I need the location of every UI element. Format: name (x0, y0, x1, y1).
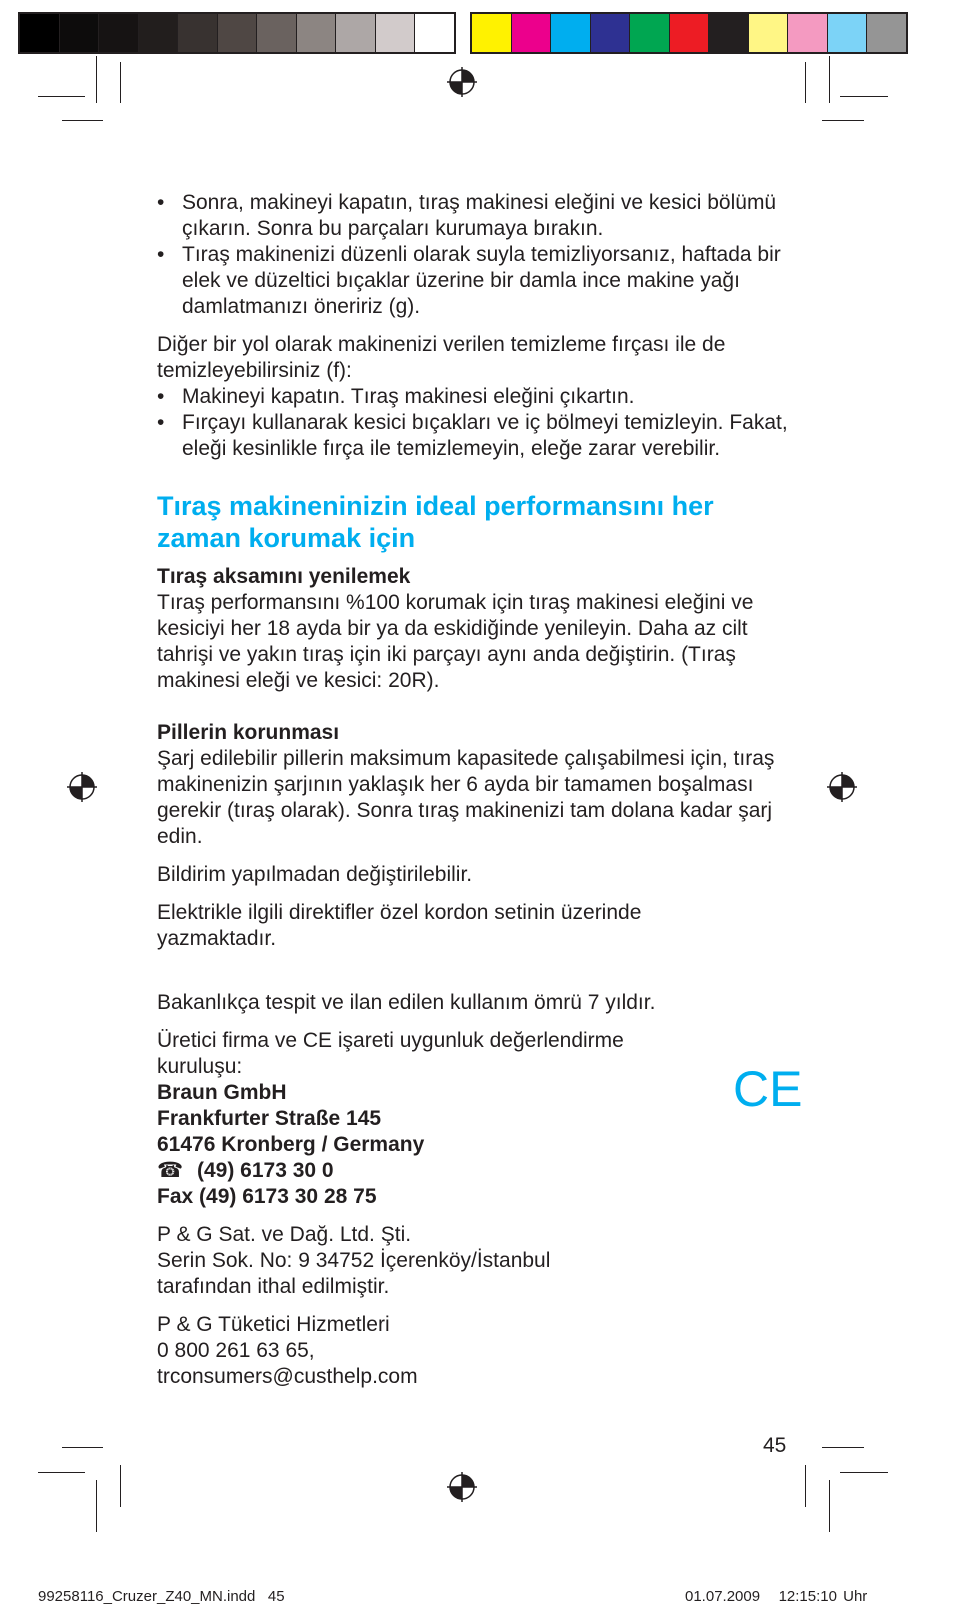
list-item: • Makineyi kapatın. Tıraş makinesi eleğini çıkartın. (157, 384, 797, 410)
consumer-line: P & G Tüketici Hizmetleri (157, 1313, 390, 1336)
color-swatch (297, 14, 337, 52)
color-swatch (336, 14, 376, 52)
color-swatch (551, 14, 591, 52)
list-item: • Sonra, makineyi kapatın, tıraş makinesi eleğini ve kesici bölümü çıkarın. Sonra bu parçaları kurumaya bırakın. (157, 190, 797, 242)
company-phone (157, 1158, 797, 1184)
color-swatch (99, 14, 139, 52)
paragraph: Elektrikle ilgili direktifler özel kordon setinin üzerinde yazmaktadır. (157, 901, 642, 950)
crop-mark (822, 120, 864, 121)
section-heading: Tıraş makineninizin ideal performansını her zaman korumak için (157, 491, 714, 553)
registration-mark-icon (447, 67, 477, 97)
bullet-list (157, 384, 797, 462)
color-swatch (630, 14, 670, 52)
color-swatch (60, 14, 100, 52)
paragraph: Üretici firma ve CE işareti uygunluk değerlendirme kuruluşu: (157, 1029, 624, 1078)
bullet-list (157, 190, 797, 320)
color-swatch (218, 14, 258, 52)
crop-mark (822, 1447, 864, 1448)
crop-mark (96, 1480, 97, 1532)
color-swatch (670, 14, 710, 52)
registration-mark-icon (447, 1472, 477, 1502)
color-swatch (749, 14, 789, 52)
crop-mark (805, 62, 806, 103)
paragraph: Bakanlıkça tespit ve ilan edilen kullanım ömrü 7 yıldır. (157, 991, 656, 1014)
phone-number: (49) 6173 30 0 (197, 1159, 334, 1182)
crop-mark (829, 1480, 830, 1532)
color-swatch (828, 14, 868, 52)
paragraph: Bildirim yapılmadan değiştirilebilir. (157, 863, 473, 886)
crop-mark (96, 56, 97, 103)
crop-mark (62, 1447, 103, 1448)
importer-line: Serin Sok. No: 9 34752 İçerenköy/İstanbul (157, 1249, 551, 1272)
color-swatch (591, 14, 631, 52)
consumer-line: 0 800 261 63 65, (157, 1339, 315, 1362)
crop-mark (120, 62, 121, 103)
color-swatch (257, 14, 297, 52)
registration-mark-icon (827, 772, 857, 802)
crop-mark (840, 1472, 888, 1473)
page-number: 45 (763, 1434, 787, 1457)
paragraph: Şarj edilebilir pillerin maksimum kapasitede çalışabilmesi için, tıraş makinenizin şarjının yaklaşık her 6 ayda bir tamamen boşalması gerekir (tıraş olarak). Sonra tıraş makinenizi tam dolana kadar şarj edin. (157, 747, 775, 848)
crop-mark (62, 120, 103, 121)
registration-mark-icon (67, 772, 97, 802)
subheading: Tıraş aksamını yenilemek (157, 565, 411, 588)
importer-line: P & G Sat. ve Dağ. Ltd. Şti. (157, 1223, 412, 1246)
paragraph: Diğer bir yol olarak makinenizi verilen temizleme fırçası ile de temizleyebilirsiniz (f): (157, 333, 726, 382)
svg-text:CE: CE (733, 1061, 803, 1117)
color-swatch (415, 14, 454, 52)
list-item: • Fırçayı kullanarak kesici bıçakları ve iç bölmeyi temizleyin. Fakat, eleği kesinlikle fırça ile temizlemeyin, eleğe zarar verebilir. (157, 410, 797, 462)
company-fax: Fax (49) 6173 30 28 75 (157, 1185, 377, 1208)
color-swatch (512, 14, 552, 52)
color-swatch (20, 14, 60, 52)
ce-mark-icon (733, 1061, 803, 1117)
color-swatch (867, 14, 906, 52)
crop-mark (840, 96, 888, 97)
importer-line: tarafından ithal edilmiştir. (157, 1275, 390, 1298)
company-name: Braun GmbH (157, 1081, 287, 1104)
company-street: Frankfurter Straße 145 (157, 1107, 382, 1130)
color-swatch (788, 14, 828, 52)
crop-mark (120, 1465, 121, 1507)
crop-mark (805, 1465, 806, 1507)
phone-icon: ☎ (157, 1159, 184, 1182)
footer-filename: 99258116_Cruzer_Z40_MN.indd 45 (38, 1588, 285, 1605)
crop-mark (38, 1472, 85, 1473)
color-swatch (376, 14, 416, 52)
page-content (157, 190, 797, 1390)
consumer-line: trconsumers@custhelp.com (157, 1365, 418, 1388)
list-item: • Tıraş makinenizi düzenli olarak suyla temizliyorsanız, haftada bir elek ve düzeltici bıçaklar üzerine bir damla ince makine yağı damlatmanızı öneririz (g). (157, 242, 797, 320)
paragraph: Tıraş performansını %100 korumak için tıraş makinesi eleğini ve kesiciyi her 18 ayda bir ya da eskidiğinde yenileyin. Daha az cilt tahrişi ve yakın tıraş için iki parçayı aynı anda değiştirin. (Tıraş makinesi eleği ve kesici: 20R). (157, 591, 754, 692)
color-swatch (709, 14, 749, 52)
crop-mark (829, 56, 830, 103)
color-swatch (139, 14, 179, 52)
crop-mark (38, 96, 85, 97)
color-swatch (472, 14, 512, 52)
process-color-bar (470, 12, 908, 54)
subheading: Pillerin korunması (157, 721, 340, 744)
company-city: 61476 Kronberg / Germany (157, 1133, 425, 1156)
grayscale-color-bar (18, 12, 456, 54)
footer-timestamp: 01.07.2009 12:15:10 Uhr (685, 1588, 868, 1605)
color-swatch (178, 14, 218, 52)
